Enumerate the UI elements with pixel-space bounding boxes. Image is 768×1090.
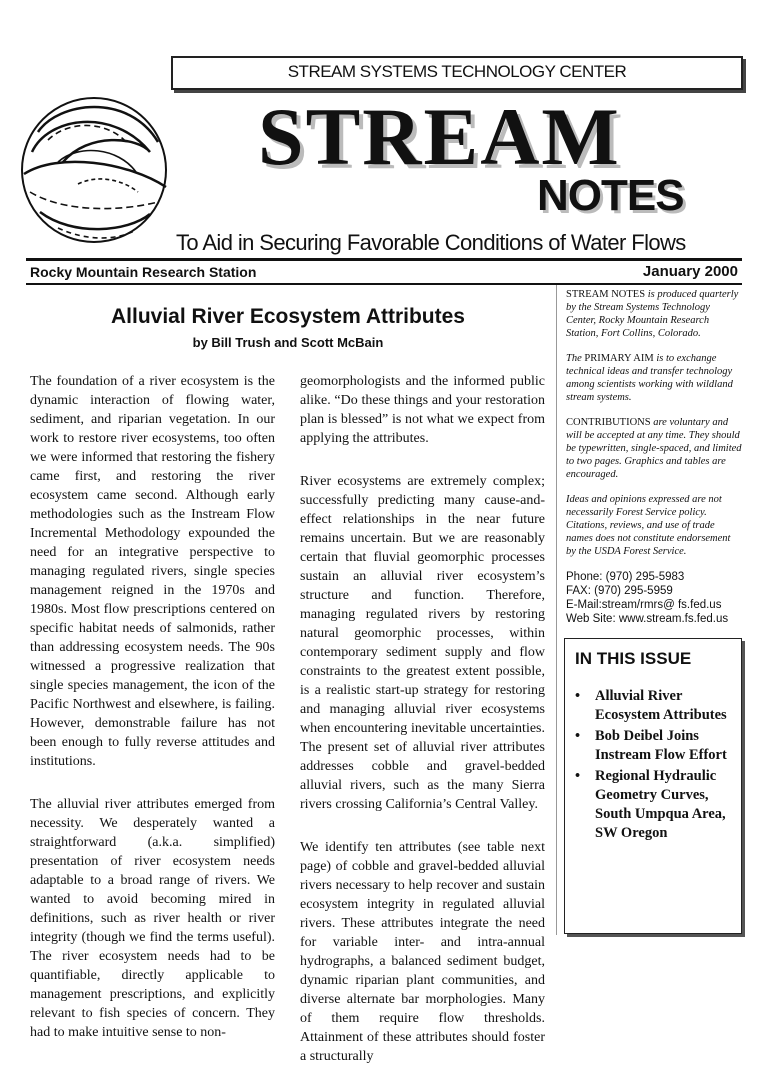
header-rule <box>26 258 742 261</box>
bullet-icon: • <box>575 768 581 784</box>
header-rule-bottom <box>26 283 742 285</box>
production-note-label: STREAM NOTES <box>566 289 646 300</box>
contact-website: Web Site: www.stream.fs.fed.us <box>566 613 729 625</box>
list-item <box>573 727 735 765</box>
paragraph: geomorphologists and the informed public alike. “Do these things and your restoration plan is blessed” is not what we expect from applying the attributes. <box>300 374 545 446</box>
paragraph: The foundation of a river ecosystem is the dynamic interaction of flowing water, sediment, and riparian vegetation. In our work to restore river ecosystems, too often we were informed that restoring the fishery came first, and restoring the river ecosystem came second. Although early methodologies such as the Instream Flow Incremental Methodology expounded the need for an integrative perspective to managing regulated rivers, single species management reigned in the 1970s and 1980s. Most flow prescriptions centered on specific habitat needs of salmonids, rather than addressing ecosystem needs. The 90s witnessed a progressive realization that single species management, the icon of the Pacific Northwest and elsewhere, is failing. However, demonstrable failure has not been enough to fully reverse attitudes and institutions. <box>30 374 275 769</box>
article-column-2 <box>300 372 545 1090</box>
stream-swirl-logo-icon <box>18 92 170 247</box>
list-item-label: Alluvial River Ecosystem Attributes <box>595 688 727 723</box>
organization-name: STREAM SYSTEMS TECHNOLOGY CENTER <box>287 62 627 81</box>
list-item-label: Bob Deibel Joins Instream Flow Effort <box>595 728 727 763</box>
article-byline: by Bill Trush and Scott McBain <box>192 335 384 350</box>
in-this-issue-list <box>573 687 735 845</box>
bullet-icon: • <box>575 728 581 744</box>
bullet-icon: • <box>575 688 581 704</box>
disclaimer-note: Ideas and opinions expressed are not necessarily Forest Service policy. Citations, reviews, and use of trade names does not constitute endorsement by the USDA Forest Service. <box>566 494 731 557</box>
newsletter-title: STREAM <box>258 91 621 182</box>
in-this-issue-box <box>564 638 742 934</box>
primary-aim-text: is to exchange technical ideas and transfer technology among scientists working with wildland stream systems. <box>566 353 733 403</box>
list-item <box>573 687 735 725</box>
column-divider <box>556 285 557 935</box>
primary-aim-note <box>566 352 742 404</box>
paragraph: We identify ten attributes (see table next page) of cobble and gravel-bedded alluvial rivers necessary to help recover and sustain ecosystem integrity in regulated alluvial rivers. These attributes integrate the need for variable inter- and intra-annual hydrographs, a balanced sediment budget, dynamic riparian plant communities, and diverse alternate bar morphologies. Many of them require flow thresholds. Attainment of these attributes should foster a structurally <box>300 840 545 1064</box>
contact-fax: FAX: (970) 295-5959 <box>566 585 673 597</box>
article-column-1 <box>30 372 275 1066</box>
contributions-note <box>566 416 742 481</box>
primary-aim-prefix: The <box>566 353 585 364</box>
contributions-label: CONTRIBUTIONS <box>566 417 651 428</box>
primary-aim-label: PRIMARY AIM <box>584 353 654 364</box>
list-item-label: Regional Hydraulic Geometry Curves, South Umpqua Area, SW Oregon <box>595 768 726 841</box>
in-this-issue-heading: IN THIS ISSUE <box>575 649 692 668</box>
article-title: Alluvial River Ecosystem Attributes <box>110 305 465 328</box>
production-note-text: is produced quarterly by the Stream Systems Technology Center, Rocky Mountain Research Station, Fort Collins, Colorado. <box>566 289 739 339</box>
production-note <box>566 288 742 340</box>
tagline: To Aid in Securing Favorable Conditions of Water Flows <box>176 230 686 255</box>
paragraph: The alluvial river attributes emerged from necessity. We desperately wanted a straightforward (a.k.a. simplified) presentation of river ecosystem needs adaptable to a broad range of rivers. We wanted to avoid becoming mired in definitions, such as river health or river integrity (though we find the terms useful). The river ecosystem needs had to be quantifiable, directly applicable to management prescriptions, and explicitly relevant to fish species of concern. They had to make intuitive sense to non- <box>30 797 275 1040</box>
issue-date: January 2000 <box>642 263 738 280</box>
contact-email: E-Mail:stream/rmrs@ fs.fed.us <box>566 599 722 611</box>
newsletter-subtitle: NOTES <box>537 171 684 220</box>
paragraph: River ecosystems are extremely complex; successfully predicting many cause-and-effect relationships in the near future remains uncertain. But we are reasonably certain that fluvial geomorphic processes sustain an alluvial river ecosystem’s structure and function. Therefore, managing regulated rivers by restoring natural geomorphic processes, within contemporary sediment supply and flow constraints to the greatest extent possible, is a realistic start-up strategy for restoring and managing alluvial river ecosystems when encountering inevitable uncertainties. The present set of alluvial river attributes addresses cobble and gravel-bedded alluvial rivers, such as the many Sierra rivers crossing California’s Central Valley. <box>300 474 545 812</box>
list-item <box>573 767 735 843</box>
sidebar-info <box>566 288 742 626</box>
masthead-banner <box>171 56 743 90</box>
station-name: Rocky Mountain Research Station <box>30 264 257 280</box>
contact-info <box>566 570 742 626</box>
contact-phone: Phone: (970) 295-5983 <box>566 571 685 583</box>
contributions-text: are voluntary and will be accepted at any time. They should be typewritten, single-spaced, and limited to two pages. Graphics and tables are encouraged. <box>566 417 742 480</box>
